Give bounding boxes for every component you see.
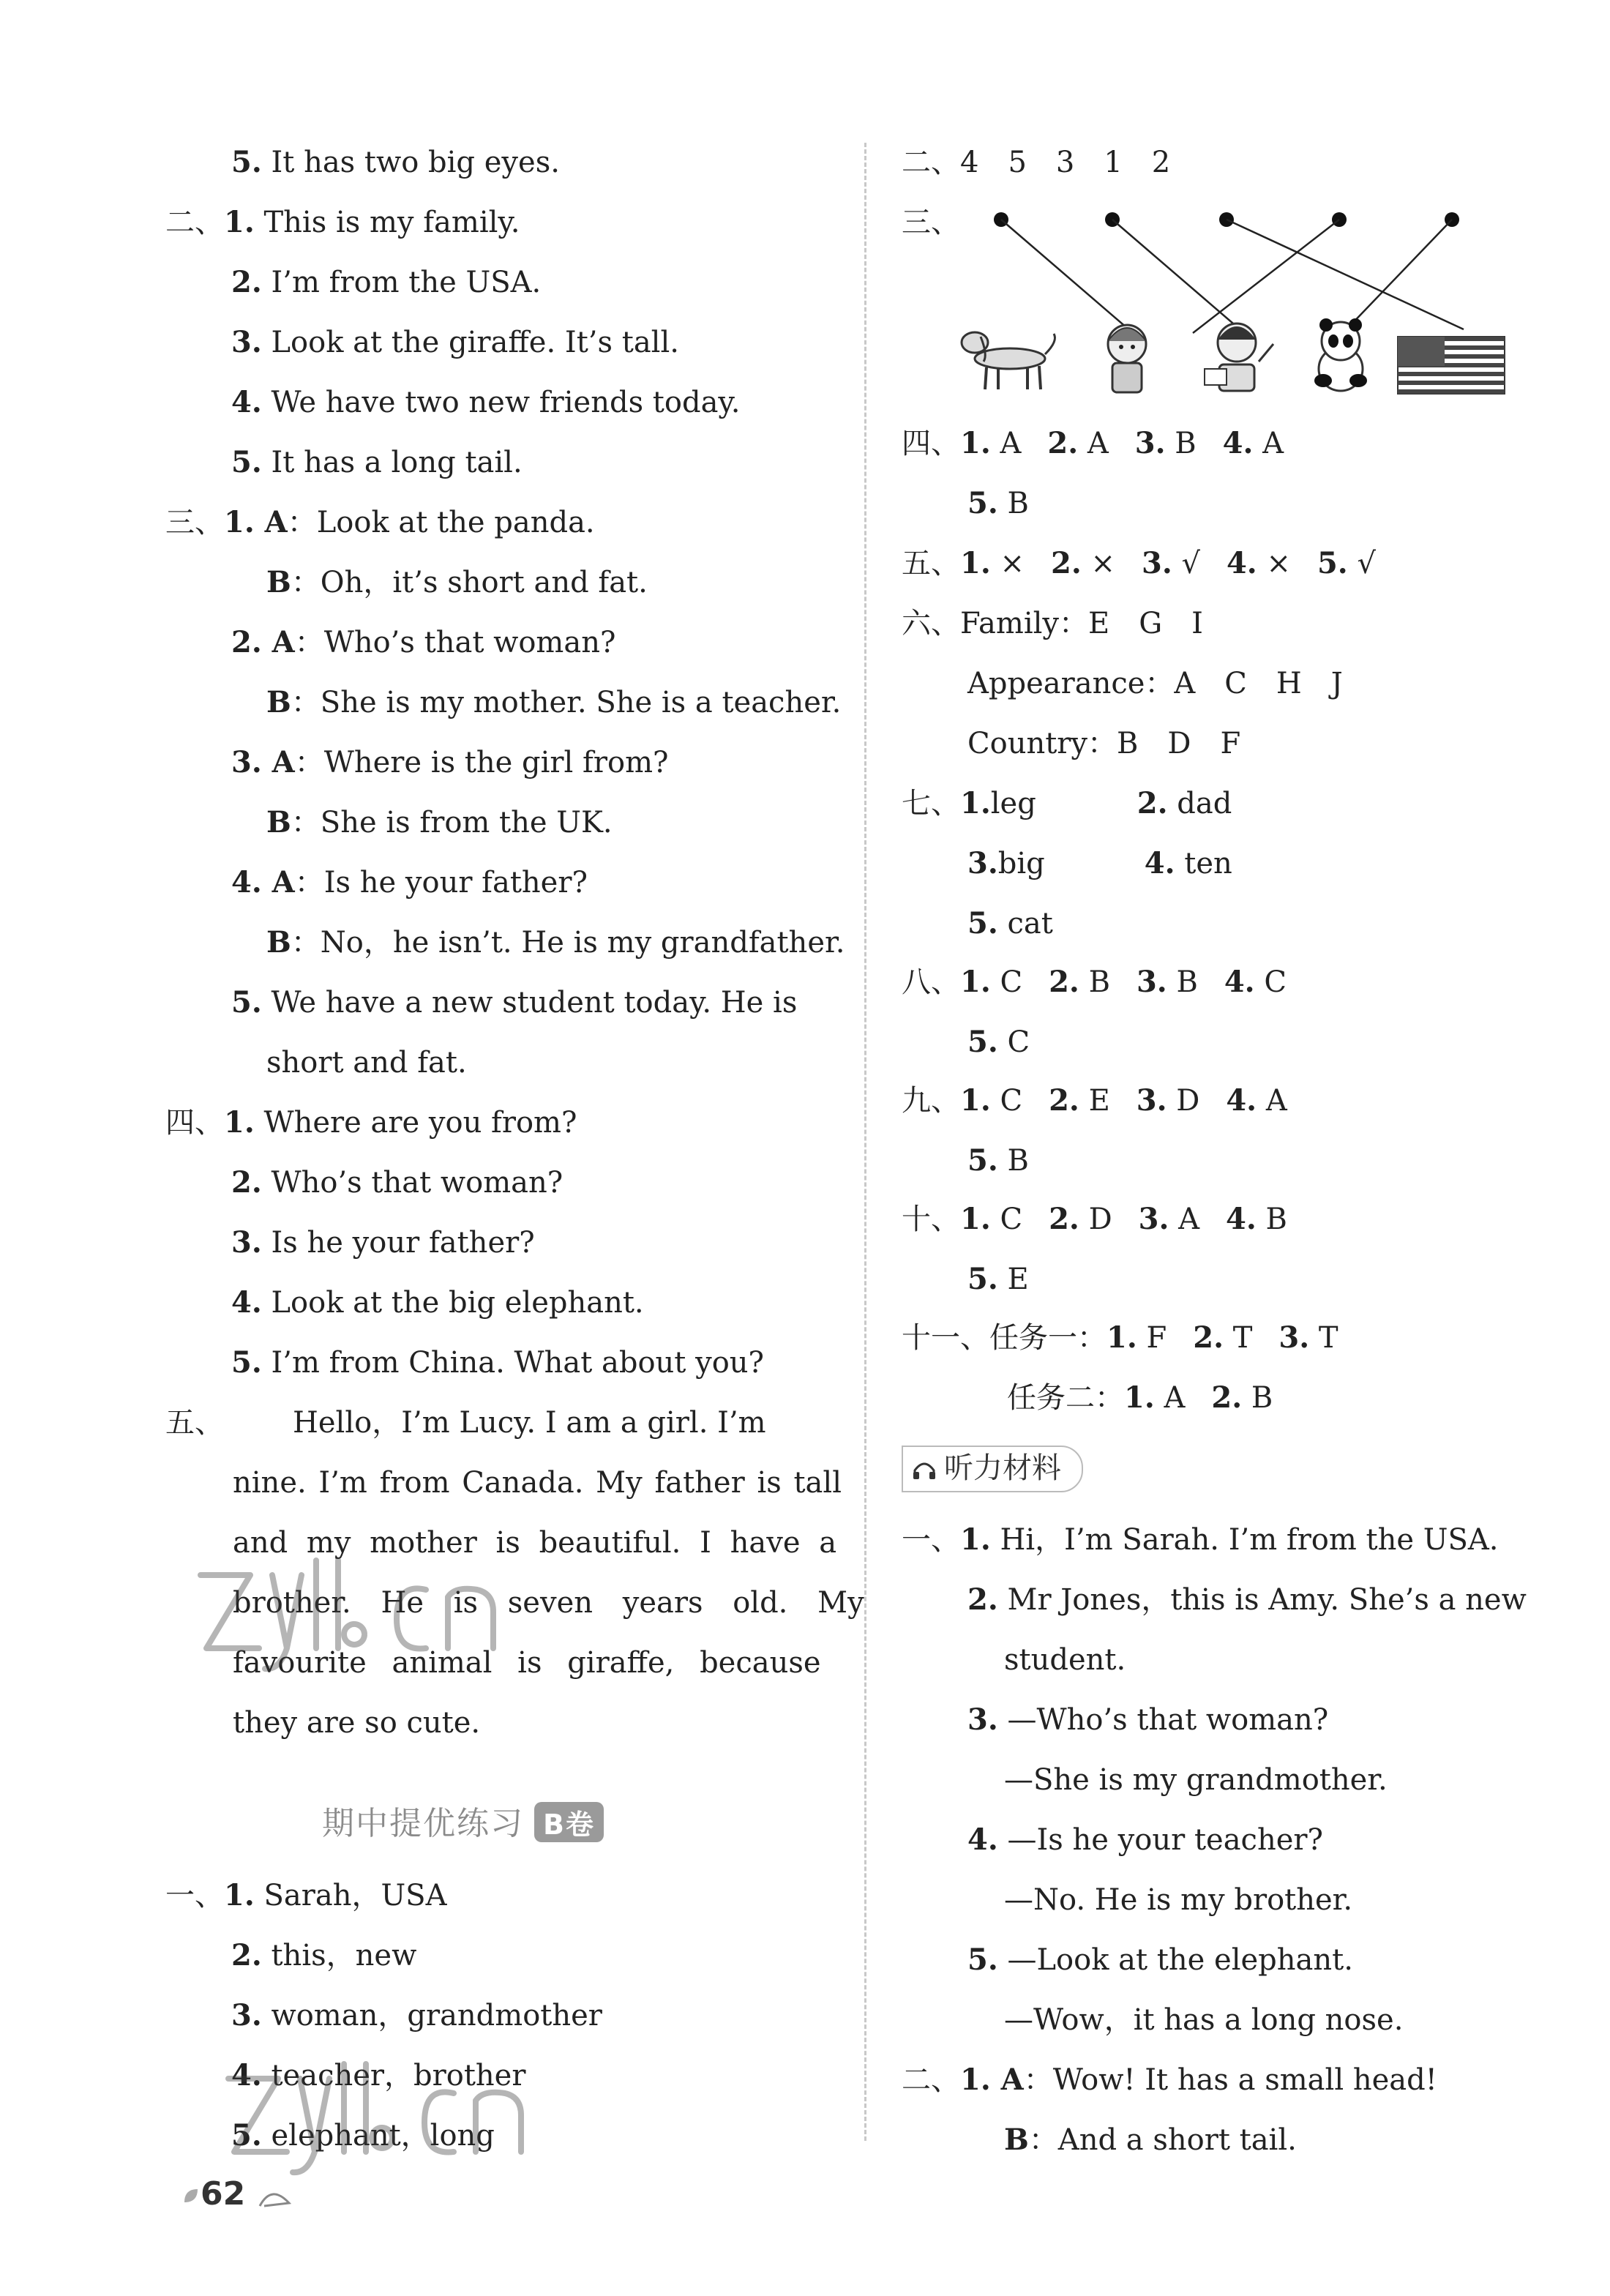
answer-line: 5. B [967, 486, 1029, 520]
section-badge: B卷 [534, 1802, 604, 1842]
answer-line: and my mother is beautiful. I have a [233, 1526, 837, 1560]
answer-line: 二、1. This is my family. [165, 205, 520, 239]
answer-line: 二、4 5 3 1 2 [902, 146, 1171, 179]
match-line [1001, 220, 1127, 328]
answer-line: 5. —Look at the elephant. [967, 1942, 1353, 1977]
match-line [1227, 220, 1464, 329]
answer-line: short and fat. [266, 1046, 467, 1080]
answer-line: 2. A：Who’s that woman? [231, 625, 616, 659]
answer-line: 八、1. C 2. B 3. B 4. C [902, 965, 1287, 999]
answer-line: 4. Look at the big elephant. [231, 1285, 644, 1320]
answer-line: nine. I’m from Canada. My father is tall [233, 1466, 842, 1500]
answer-line: 六、Family：E G I [902, 607, 1203, 640]
answer-line: B：And a short tail. [1004, 2123, 1297, 2157]
page-decoration-icon [257, 2181, 293, 2210]
match-line [1347, 220, 1452, 329]
answer-line: 4. We have two new friends today. [231, 385, 741, 419]
answer-line: 七、1.leg 2. dad [902, 786, 1232, 820]
answer-line: 4. A：Is he your father? [231, 865, 588, 900]
answer-line: 5. It has a long tail. [231, 445, 523, 479]
answer-line: 四、1. A 2. A 3. B 4. A [902, 426, 1284, 460]
answer-line: 2. Who’s that woman? [231, 1165, 564, 1200]
answer-line: 5. E [967, 1262, 1029, 1296]
answer-line: 十一、任务一：1. F 2. T 3. T [902, 1320, 1338, 1355]
answer-line: 2. Mr Jones，this is Amy. She’s a new [967, 1582, 1527, 1617]
answer-line: 5. We have a new student today. He is [231, 985, 798, 1020]
answer-line: 5. B [967, 1143, 1029, 1178]
answer-line: 三、 [902, 206, 960, 239]
answer-line: 3. Look at the giraffe. It’s tall. [231, 325, 679, 359]
answer-line: —Wow，it has a long nose. [1004, 2003, 1404, 2037]
answer-line: favourite animal is giraffe, because [233, 1646, 821, 1680]
answer-line: 五、 Hello，I’m Lucy. I am a girl. I’m [165, 1406, 766, 1440]
answer-line: 一、1. Hi，I’m Sarah. I’m from the USA. [902, 1522, 1499, 1557]
answer-line: 3.big 4. ten [967, 846, 1232, 880]
answer-line: 2. this，new [231, 1938, 417, 1972]
answer-line: 3. woman，grandmother [231, 1998, 602, 2033]
answer-line: student. [1004, 1643, 1126, 1677]
usa-flag-icon [1398, 337, 1505, 394]
answer-line: 3. —Who’s that woman? [967, 1702, 1329, 1737]
answer-line: 四、1. Where are you from? [165, 1105, 577, 1140]
answer-line: 4. teacher，brother [231, 2058, 526, 2093]
headphones-icon [912, 1459, 937, 1481]
answer-line: B：She is from the UK. [266, 805, 613, 840]
answer-line: 4. —Is he your teacher? [967, 1822, 1323, 1857]
answer-line: 5. cat [967, 906, 1053, 941]
answer-line: 十、1. C 2. D 3. A 4. B [902, 1202, 1287, 1236]
answer-line: they are so cute. [233, 1706, 481, 1740]
answer-line: 5. I’m from China. What about you? [231, 1345, 764, 1380]
panda-icon [1314, 318, 1367, 391]
answer-line: 任务二：1. A 2. B [1007, 1380, 1273, 1415]
girl-icon [1108, 325, 1146, 392]
answer-line: —No. He is my brother. [1004, 1883, 1353, 1917]
answer-line: B：She is my mother. She is a teacher. [266, 685, 842, 719]
answer-line: 5. It has two big eyes. [231, 145, 560, 179]
answer-line: 三、1. A：Look at the panda. [165, 505, 595, 539]
dog-icon [962, 332, 1055, 389]
answer-line: 九、1. C 2. E 3. D 4. A [902, 1083, 1287, 1118]
answer-line: 一、1. Sarah，USA [165, 1878, 447, 1912]
answer-line: brother. He is seven years old. My [233, 1586, 864, 1620]
answer-line: 二、1. A：Wow! It has a small head! [902, 2063, 1437, 2097]
answer-line: 5. elephant，long [231, 2118, 495, 2153]
boy-reading-icon [1205, 324, 1273, 391]
answer-line: 5. C [967, 1025, 1030, 1059]
answer-line: B：No，he isn’t. He is my grandfather. [266, 925, 845, 960]
listening-material-label: 听力材料 [902, 1446, 1083, 1492]
leaf-icon [183, 2188, 199, 2204]
answer-line: 2. I’m from the USA. [231, 265, 542, 299]
answer-line: —She is my grandmother. [1004, 1763, 1388, 1797]
answer-line: Appearance：A C H J [967, 667, 1343, 700]
answer-line: 3. A：Where is the girl from? [231, 745, 669, 779]
column-divider [864, 143, 866, 2141]
page-number: 62 [183, 2175, 293, 2213]
answer-line: 五、1. × 2. × 3. √ 4. × 5. √ [902, 546, 1376, 580]
answer-line: Country：B D F [967, 727, 1241, 760]
answer-line: 3. Is he your father? [231, 1225, 535, 1260]
matching-diagram [951, 198, 1537, 410]
answer-line: B：Oh，it’s short and fat. [266, 565, 648, 599]
match-line [1193, 220, 1339, 333]
section-title: 期中提优练习 B卷 [322, 1797, 604, 1844]
watermark-logo [192, 1546, 528, 1678]
watermark-logo [220, 2049, 556, 2181]
